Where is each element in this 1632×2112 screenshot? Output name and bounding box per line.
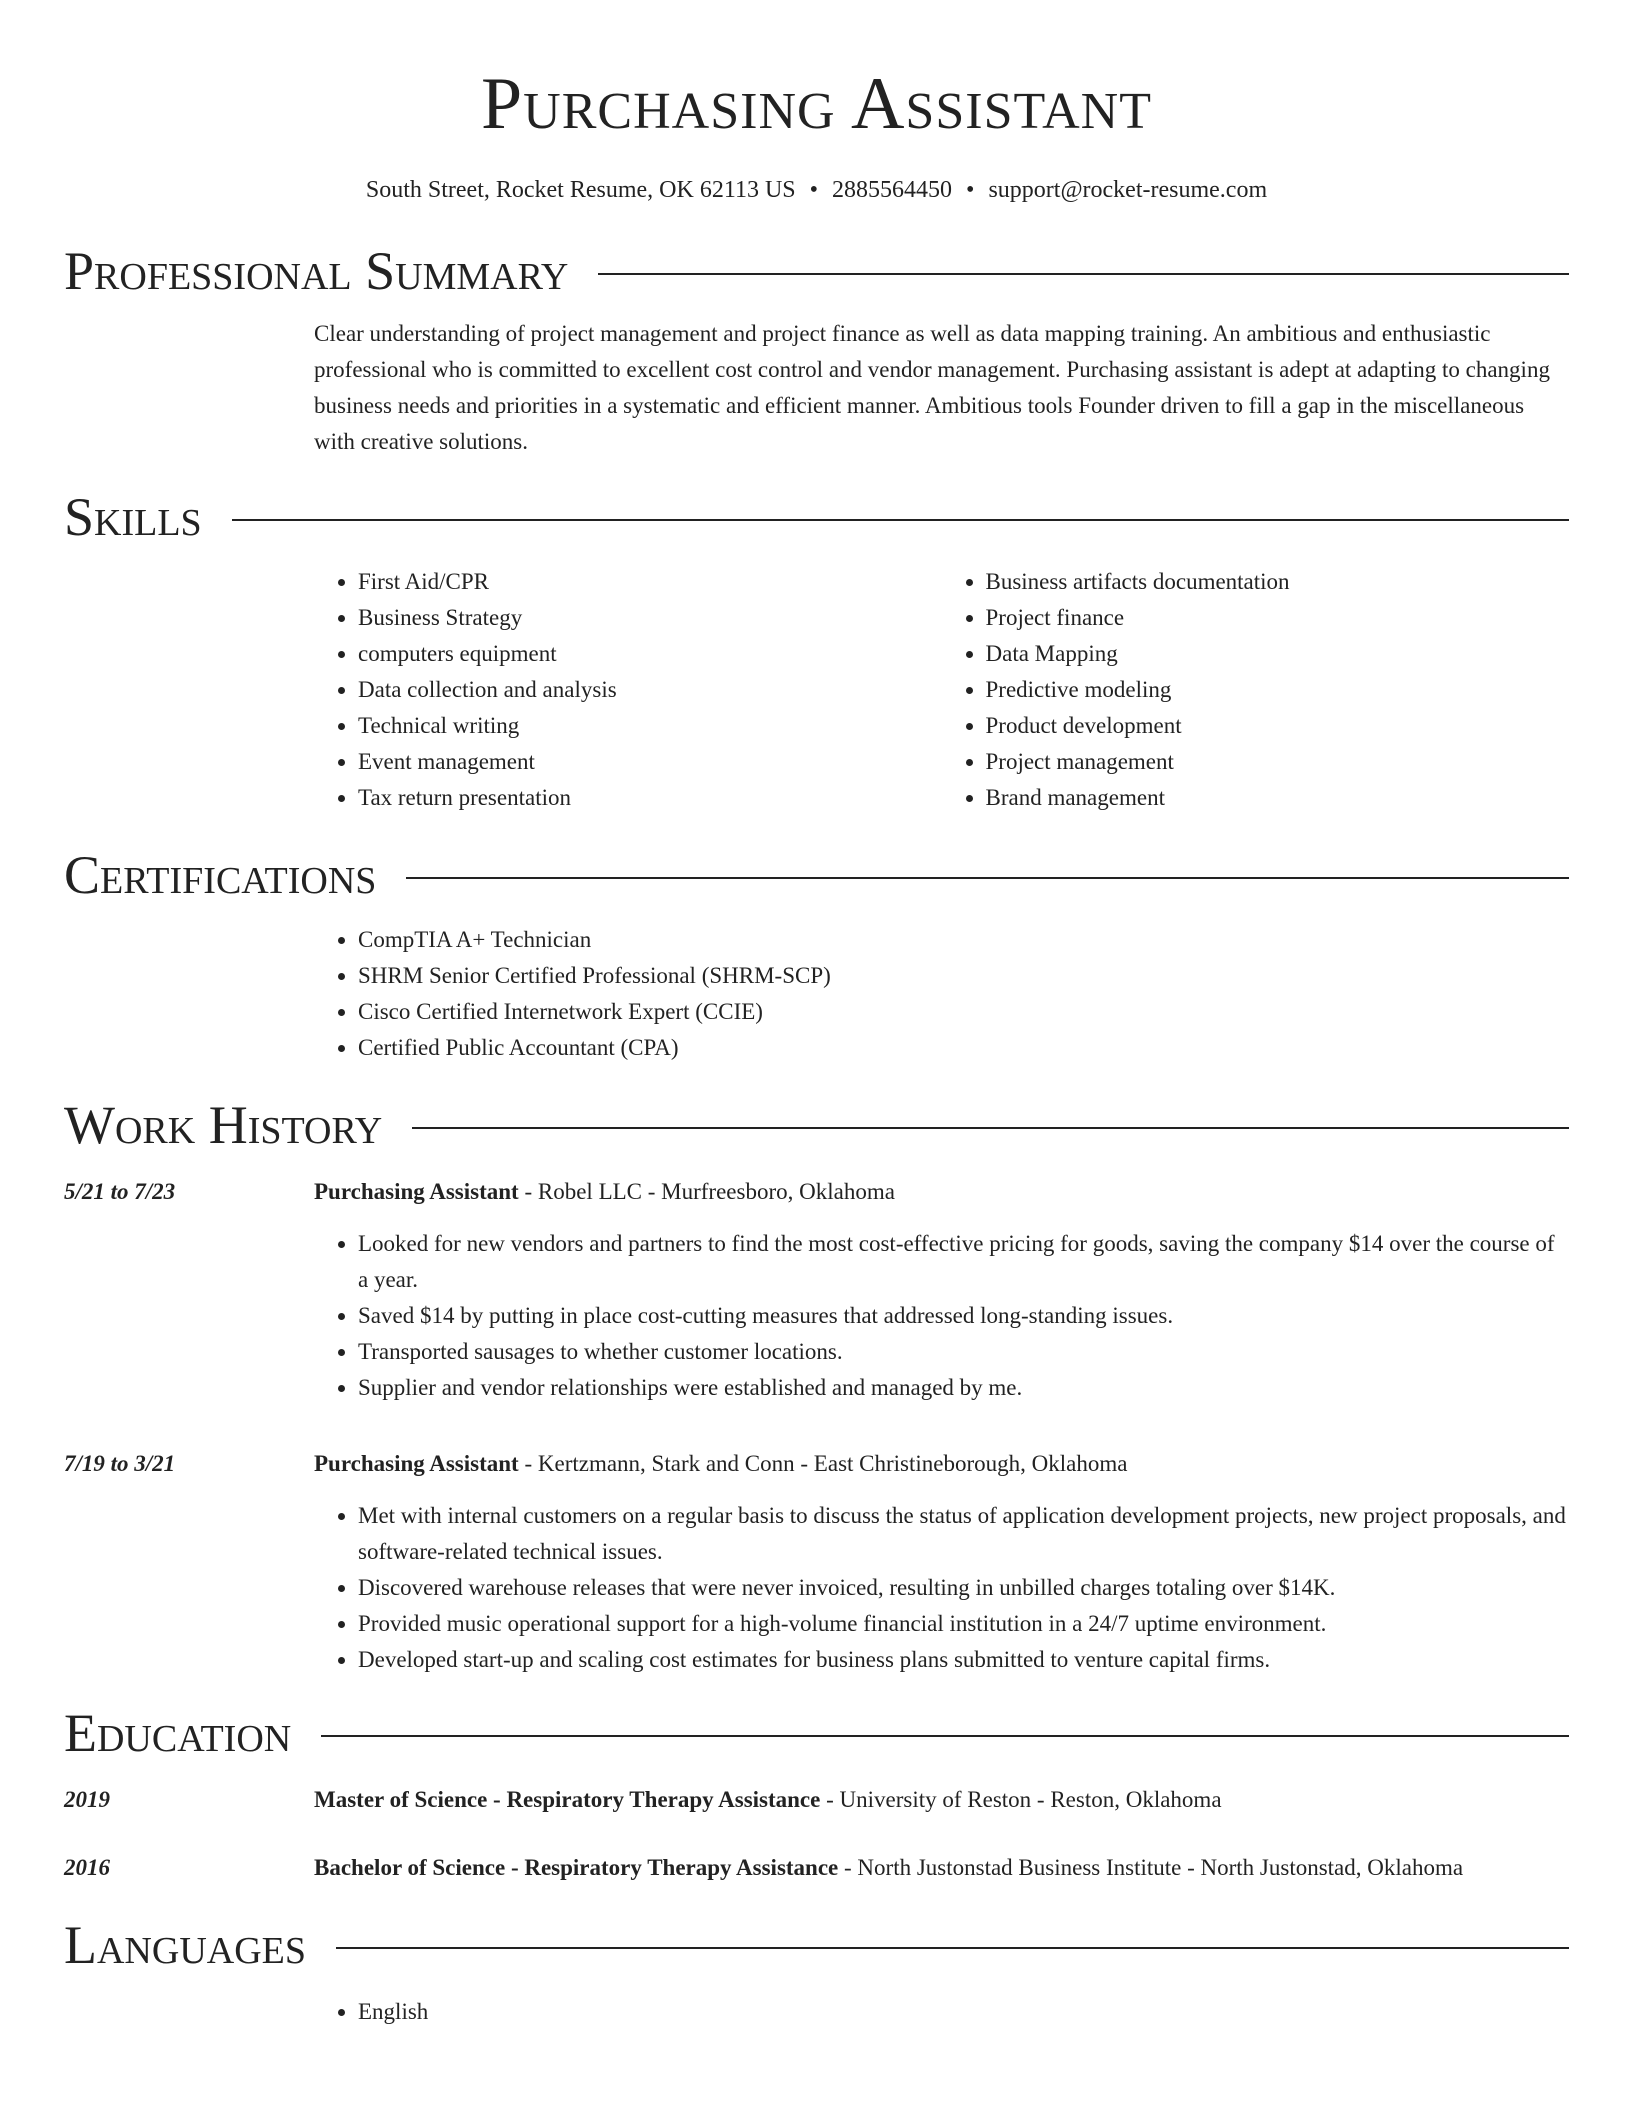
skill-item: • Technical writing — [358, 708, 942, 744]
certifications-section-header — [64, 844, 1569, 906]
certification-item: • SHRM Senior Certified Professional (SHRM-SCP) — [358, 958, 1569, 994]
skill-item: • Brand management — [986, 780, 1570, 816]
section-divider — [598, 273, 1569, 275]
education-degree: Bachelor of Science - Respiratory Therapy Assistance — [314, 1855, 839, 1880]
work-heading: Work History — [64, 1095, 383, 1155]
job-bullet: • Supplier and vendor relationships were established and managed by me. — [358, 1370, 1569, 1406]
skills-column-left — [314, 564, 942, 816]
job-title: Purchasing Assistant — [314, 1179, 519, 1204]
job-bullets — [314, 1498, 1569, 1678]
skill-item: • Data Mapping — [986, 636, 1570, 672]
skill-item: • Data collection and analysis — [358, 672, 942, 708]
education-section-header — [64, 1702, 1569, 1764]
skill-item: • computers equipment — [358, 636, 942, 672]
section-divider — [412, 1127, 1569, 1129]
job-bullet: • Provided music operational support for a high-volume financial institution in a 24/7 uptime environment. — [358, 1606, 1569, 1642]
work-section-header — [64, 1094, 1569, 1156]
job-details: - Kertzmann, Stark and Conn - East Christineborough, Oklahoma — [518, 1451, 1128, 1476]
job-bullets — [314, 1226, 1569, 1406]
work-entry — [64, 1174, 1569, 1406]
education-year: 2016 — [64, 1855, 110, 1880]
education-degree: Master of Science - Respiratory Therapy Assistance — [314, 1787, 821, 1812]
certification-item: • CompTIA A+ Technician — [358, 922, 1569, 958]
languages-list — [314, 1994, 1569, 2030]
skill-item: • Business Strategy — [358, 600, 942, 636]
skill-item: • Project finance — [986, 600, 1570, 636]
skills-column-right — [942, 564, 1570, 816]
job-bullet: • Transported sausages to whether customer locations. — [358, 1334, 1569, 1370]
skills-section-header — [64, 486, 1569, 548]
contact-line — [64, 174, 1569, 206]
education-heading: Education — [64, 1703, 292, 1763]
skill-item: • First Aid/CPR — [358, 564, 942, 600]
section-divider — [321, 1735, 1569, 1737]
job-header — [64, 1446, 1569, 1482]
languages-section-header — [64, 1914, 1569, 1976]
contact-separator: • — [966, 177, 975, 203]
job-details: - Robel LLC - Murfreesboro, Oklahoma — [518, 1179, 895, 1204]
summary-text: Clear understanding of project management and project finance as well as data mapping training. An ambitious and enthusiastic professional who is committed to excellent cost control and vendor management. Purchasing assistant is adept at adapting to changing business needs and priorities in a systematic and efficient manner. Ambitious tools Founder driven to fill a gap in the miscellaneous with creative solutions. — [314, 321, 1550, 454]
work-entry — [64, 1446, 1569, 1678]
contact-address: South Street, Rocket Resume, OK 62113 US — [365, 177, 796, 203]
skill-item: • Project management — [986, 744, 1570, 780]
skill-item: • Tax return presentation — [358, 780, 942, 816]
job-dates: 7/19 to 3/21 — [64, 1451, 176, 1476]
certifications-heading: Certifications — [64, 845, 377, 905]
job-bullet: • Developed start-up and scaling cost estimates for business plans submitted to venture capital firms. — [358, 1642, 1569, 1678]
contact-phone: 2885564450 — [832, 177, 953, 203]
summary-section-header — [64, 240, 1569, 302]
education-details: - North Justonstad Business Institute - North Justonstad, Oklahoma — [838, 1855, 1464, 1880]
job-bullet: • Saved $14 by putting in place cost-cutting measures that addressed long-standing issues. — [358, 1298, 1569, 1334]
skill-item: • Product development — [986, 708, 1570, 744]
languages-heading: Languages — [64, 1915, 306, 1975]
certifications-list — [314, 922, 1569, 1066]
skill-item: • Event management — [358, 744, 942, 780]
resume-page — [64, 0, 1569, 2030]
section-divider — [232, 519, 1569, 521]
contact-email: support@rocket-resume.com — [988, 177, 1268, 203]
education-entry — [64, 1850, 1569, 1886]
certification-item: • Cisco Certified Internetwork Expert (CCIE) — [358, 994, 1569, 1030]
skill-item: • Business artifacts documentation — [986, 564, 1570, 600]
job-bullet: • Discovered warehouse releases that were never invoiced, resulting in unbilled charges totaling over $14K. — [358, 1570, 1569, 1606]
contact-separator: • — [809, 177, 819, 203]
job-title: Purchasing Assistant — [314, 1451, 519, 1476]
language-item: • English — [358, 1994, 1569, 2030]
skills-list — [314, 564, 1569, 816]
education-year: 2019 — [64, 1787, 110, 1812]
candidate-name: Purchasing Assistant — [481, 63, 1152, 145]
summary-heading: Professional Summary — [64, 241, 569, 301]
job-dates: 5/21 to 7/23 — [64, 1179, 176, 1204]
education-entry — [64, 1782, 1569, 1818]
certification-item: • Certified Public Accountant (CPA) — [358, 1030, 1569, 1066]
job-bullet: • Met with internal customers on a regular basis to discuss the status of application development projects, new project proposals, and software-related technical issues. — [358, 1498, 1569, 1570]
job-header — [64, 1174, 1569, 1210]
section-divider — [336, 1947, 1569, 1949]
job-bullet: • Looked for new vendors and partners to find the most cost-effective pricing for goods, saving the company $14 over the course of a year. — [358, 1226, 1569, 1298]
section-divider — [406, 877, 1569, 879]
education-details: - University of Reston - Reston, Oklahoma — [820, 1787, 1222, 1812]
skills-heading: Skills — [64, 487, 202, 547]
skill-item: • Predictive modeling — [986, 672, 1570, 708]
